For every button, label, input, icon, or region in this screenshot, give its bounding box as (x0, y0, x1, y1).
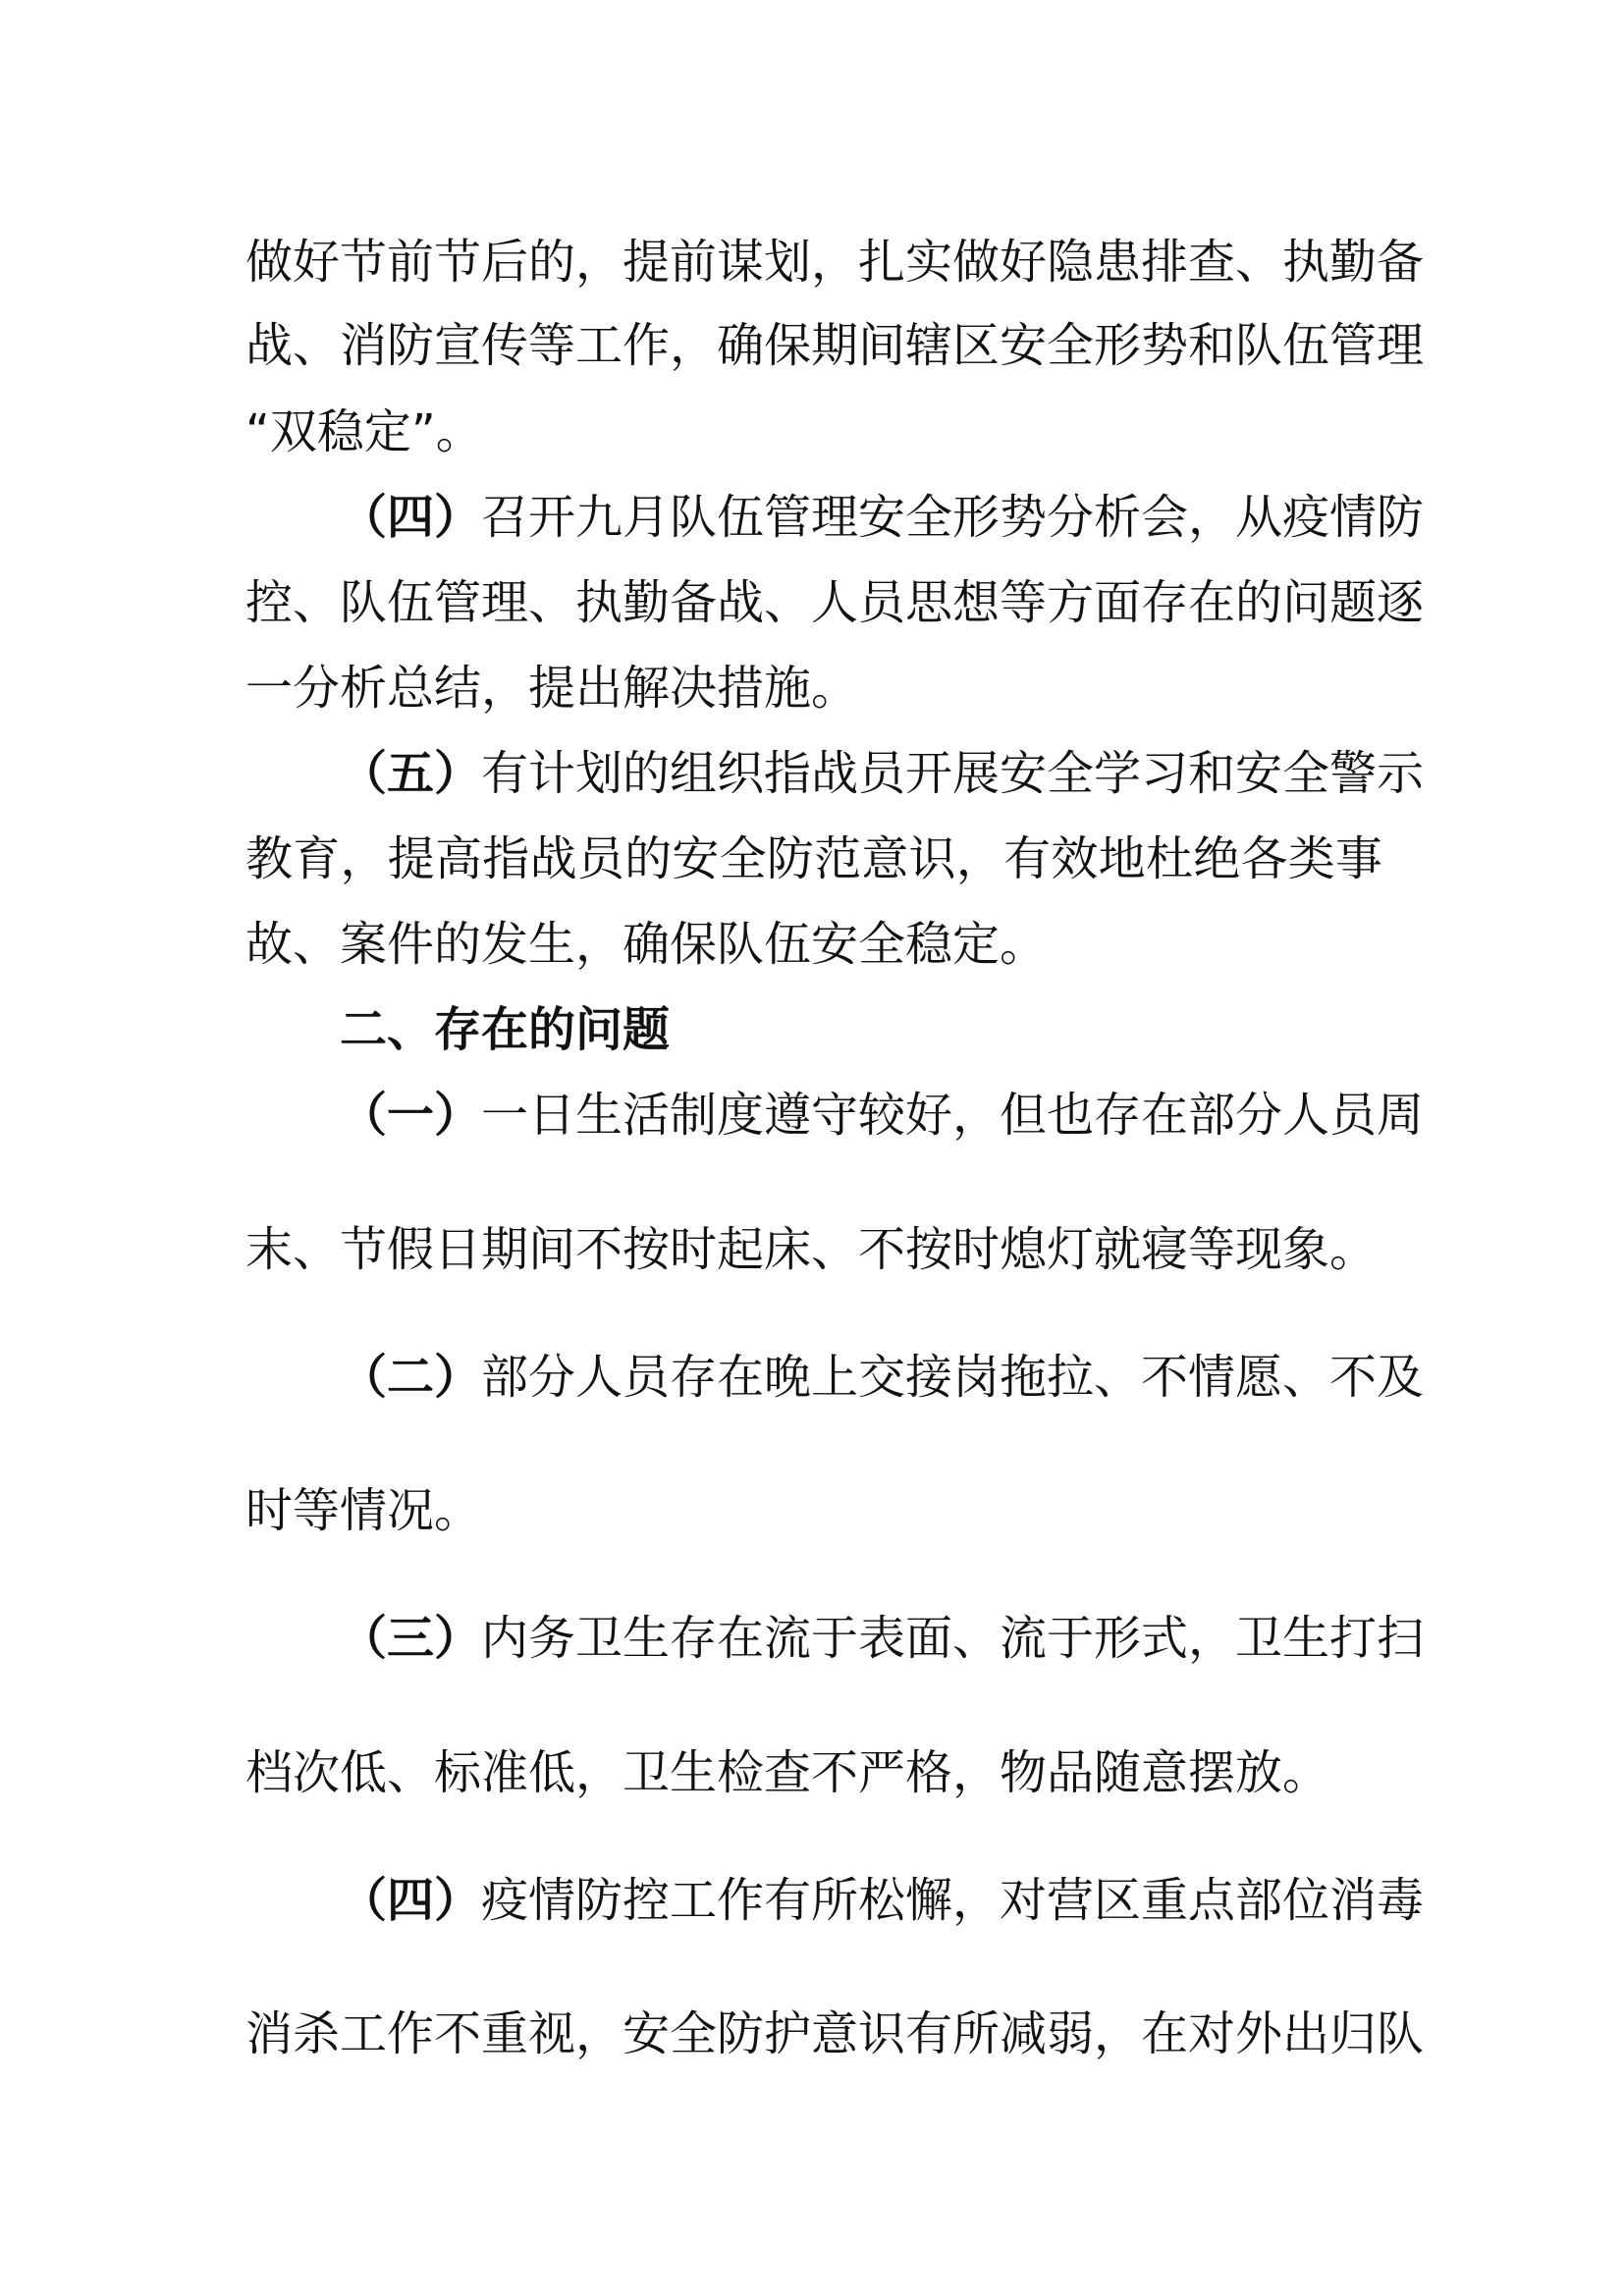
paragraph-3-line-2: 教育，提高指战员的安全防范意识，有效地杜绝各类事 (245, 831, 1382, 886)
paragraph-6-line-1 (340, 1609, 1425, 1668)
paragraph-5-line-2: 时等情况。 (245, 1483, 482, 1538)
paragraph-3-text: 有计划的组织指战员开展安全学习和安全警示 (481, 746, 1425, 801)
paragraph-2-line-3: 一分析总结，提出解决措施。 (245, 661, 859, 716)
paragraph-7-label: （四） (340, 1873, 482, 1928)
paragraph-1-line-1: 做好节前节后的，提前谋划，扎实做好隐患排查、执勤备 (245, 235, 1425, 290)
paragraph-3-line-3: 故、案件的发生，确保队伍安全稳定。 (245, 917, 1048, 972)
paragraph-1-line-3: “双稳定”。 (245, 404, 483, 459)
paragraph-7-line-2: 消杀工作不重视，安全防护意识有所减弱，在对外出归队 (245, 2006, 1425, 2061)
paragraph-1-line-2: 战、消防宣传等工作，确保期间辖区安全形势和队伍管理 (245, 318, 1425, 373)
paragraph-4-line-1 (340, 1086, 1425, 1145)
paragraph-4-line-2: 末、节假日期间不按时起床、不按时熄灯就寝等现象。 (245, 1222, 1378, 1277)
paragraph-2-text: 召开九月队伍管理安全形势分析会，从疫情防 (481, 490, 1425, 545)
paragraph-2-line-2: 控、队伍管理、执勤备战、人员思想等方面存在的问题逐 (245, 575, 1425, 630)
paragraph-6-text: 内务卫生存在流于表面、流于形式，卫生打扫 (481, 1611, 1425, 1666)
paragraph-5-text: 部分人员存在晚上交接岗拖拉、不情愿、不及 (481, 1350, 1425, 1405)
paragraph-7-line-1 (340, 1871, 1425, 1930)
paragraph-7-text: 疫情防控工作有所松懈，对营区重点部位消毒 (481, 1873, 1425, 1928)
paragraph-4-label: （一） (340, 1088, 482, 1143)
paragraph-4-text: 一日生活制度遵守较好，但也存在部分人员周 (481, 1088, 1425, 1143)
paragraph-5-label: （二） (340, 1350, 482, 1405)
paragraph-2-label: （四） (340, 490, 482, 545)
section-heading: 二、存在的问题 (340, 1002, 671, 1057)
paragraph-6-line-2: 档次低、标准低，卫生检查不严格，物品随意摆放。 (245, 1745, 1330, 1800)
paragraph-2-line-1 (340, 488, 1425, 547)
paragraph-3-line-1 (340, 744, 1425, 803)
paragraph-6-label: （三） (340, 1611, 482, 1666)
paragraph-3-label: （五） (340, 746, 482, 801)
paragraph-5-line-1 (340, 1348, 1425, 1407)
